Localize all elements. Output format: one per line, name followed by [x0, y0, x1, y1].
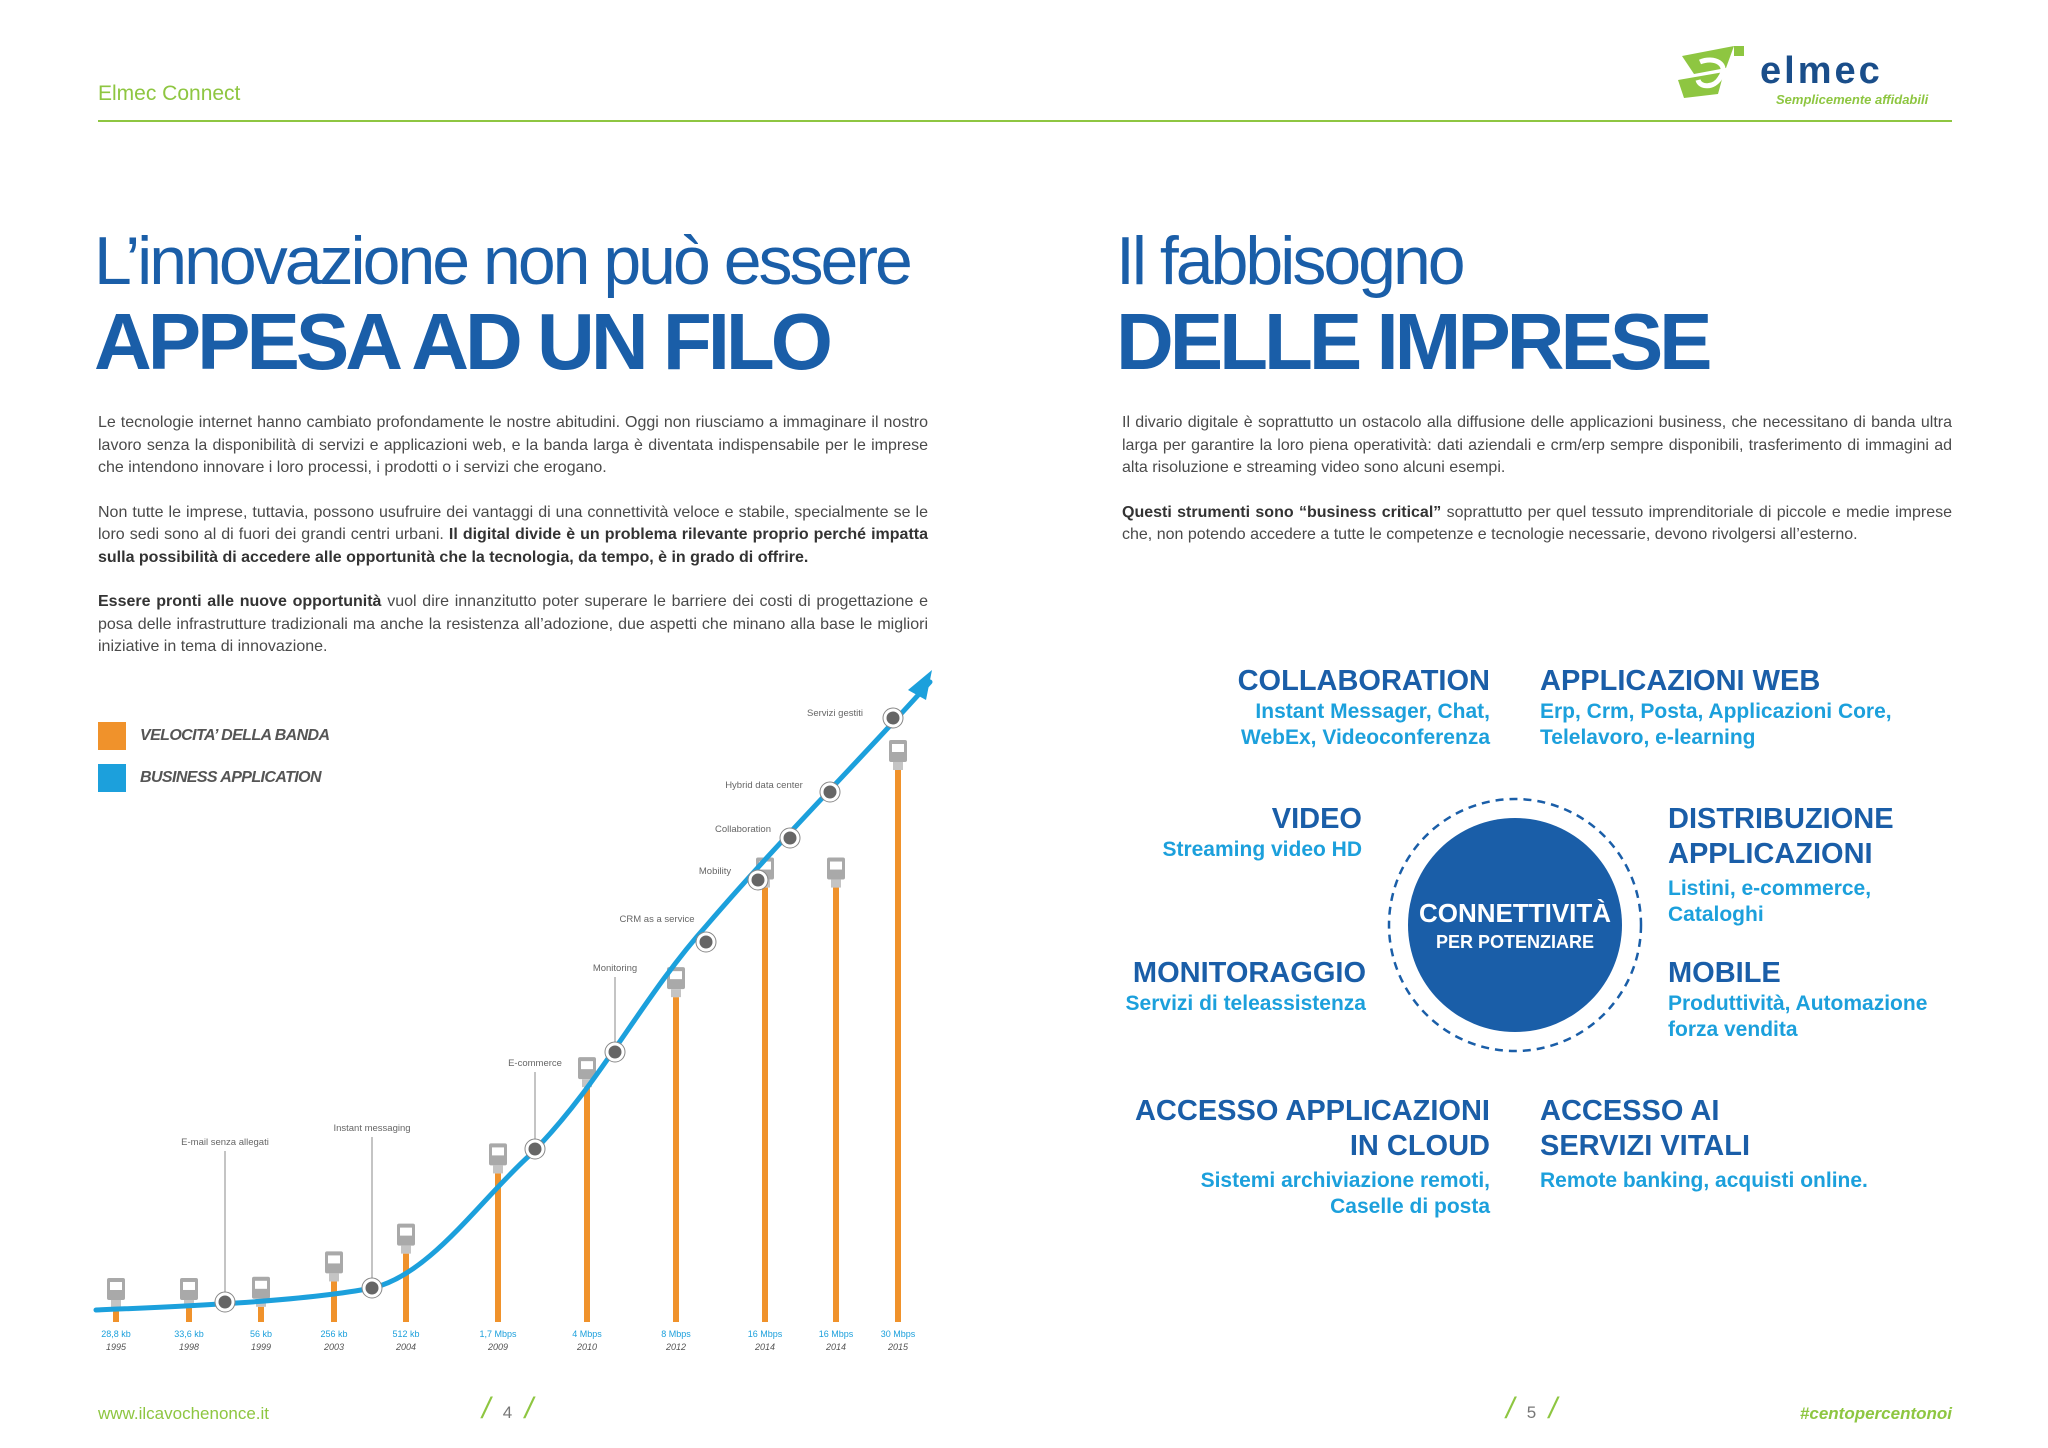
- footer-website-link[interactable]: www.ilcavochenonce.it: [98, 1404, 270, 1423]
- category-title: DISTRIBUZIONE: [1668, 803, 1894, 835]
- category-title: APPLICAZIONI WEB: [1540, 665, 1821, 697]
- category-subtitle: Instant Messager, Chat,: [1255, 700, 1490, 723]
- bandwidth-value-label: 512 kb: [392, 1329, 420, 1339]
- right-title-light: Il fabbisogno: [1116, 223, 1463, 299]
- application-marker: [217, 1294, 233, 1310]
- bandwidth-value-label: 1,7 Mbps: [479, 1329, 517, 1339]
- bandwidth-value-label: 4 Mbps: [572, 1329, 602, 1339]
- year-label: 2014: [825, 1342, 847, 1352]
- connector-icon: [397, 1224, 415, 1254]
- category-title: MONITORAGGIO: [1132, 957, 1366, 989]
- category-title: ACCESSO APPLICAZIONI: [1134, 1095, 1490, 1127]
- application-marker: [364, 1280, 380, 1296]
- bandwidth-bar: [331, 1281, 337, 1322]
- application-marker: [698, 934, 714, 950]
- left-title-light: L’innovazione non può essere: [94, 223, 910, 299]
- category-subtitle: Produttività, Automazione: [1668, 992, 1928, 1015]
- bandwidth-value-label: 16 Mbps: [818, 1329, 854, 1339]
- category-distribution: [1668, 802, 1948, 928]
- bandwidth-value-label: 33,6 kb: [174, 1329, 204, 1339]
- connector-icon: [489, 1143, 507, 1173]
- application-marker: [750, 872, 766, 888]
- left-title-bold: APPESA AD UN FILO: [94, 297, 830, 386]
- elmec-logo-mark: [1674, 38, 1994, 118]
- year-label: 2015: [887, 1342, 909, 1352]
- category-subtitle: Erp, Crm, Posta, Applicazioni Core,: [1540, 700, 1892, 723]
- year-label: 2010: [576, 1342, 598, 1352]
- category-subtitle: Telelavoro, e-learning: [1540, 726, 1756, 749]
- category-title: MOBILE: [1668, 957, 1781, 989]
- category-mobile: [1668, 956, 1968, 1043]
- bandwidth-bar: [584, 1087, 590, 1322]
- year-label: 2009: [487, 1342, 509, 1352]
- category-video: [1100, 802, 1362, 863]
- application-label: CRM as a service: [619, 914, 695, 925]
- bandwidth-value-label: 256 kb: [320, 1329, 348, 1339]
- bandwidth-bar: [495, 1173, 501, 1322]
- application-label: Collaboration: [715, 824, 771, 835]
- connector-icon: [827, 858, 845, 888]
- category-subtitle: WebEx, Videoconferenza: [1241, 726, 1490, 749]
- connector-icon: [325, 1251, 343, 1281]
- category-monitoring: [1100, 956, 1366, 1017]
- application-label: Instant messaging: [333, 1123, 411, 1134]
- category-vital-services: [1540, 1094, 1940, 1194]
- left-paragraph-3: Essere pronti alle nuove opportunità vuol dire innanzitutto poter superare le barriere dei costi di progettazione e posa delle infrastrutture tradizionali ma anche la resistenza all’adozione, due aspetti che minano alla base le migliori iniziative in tema di innovazione.: [98, 593, 928, 655]
- application-marker: [822, 784, 838, 800]
- page-number-right: [1506, 1392, 1557, 1426]
- page-number-left: [482, 1392, 533, 1426]
- bandwidth-value-label: 16 Mbps: [747, 1329, 783, 1339]
- logo-tagline: Semplicemente affidabili: [1776, 92, 1929, 107]
- category-subtitle: Streaming video HD: [1162, 838, 1362, 861]
- application-marker: [527, 1141, 543, 1157]
- left-paragraph-2: Non tutte le imprese, tuttavia, possono usufruire dei vantaggi di una connettività veloce e stabile, specialmente se le loro sedi sono al di fuori dei grandi centri urbani. Il digital divide è un problema rilevante proprio perché impatta sulla possibilità di accedere alle opportunità che la tecnologia, da tempo, è in grado di offrire.: [98, 503, 929, 566]
- bandwidth-chart: [0, 0, 1000, 1448]
- right-paragraph-1: Il divario digitale è soprattutto un ostacolo alla diffusione delle applicazioni business, che necessitano di banda ultra larga per garantire la loro piena operatività: dati aziendali e crm/erp sempre disponibili, trasferimento di immagini ad alta risoluzione e streaming video sono alcuni esempi.: [1122, 414, 1952, 476]
- bandwidth-bar: [403, 1254, 409, 1322]
- page-slash: /: [482, 1392, 491, 1425]
- category-subtitle: Servizi di teleassistenza: [1125, 992, 1366, 1015]
- hub-title: CONNETTIVITÀ: [1418, 898, 1612, 928]
- page-number-text: 5: [1526, 1403, 1537, 1422]
- application-marker: [885, 710, 901, 726]
- year-label: 1995: [105, 1342, 127, 1352]
- brand-label: Elmec Connect: [98, 82, 241, 105]
- bandwidth-value-label: 30 Mbps: [880, 1329, 916, 1339]
- application-label: Hybrid data center: [725, 780, 803, 791]
- business-application-curve: [96, 682, 930, 1310]
- connectivity-hub: [1380, 790, 1650, 1060]
- category-subtitle: Listini, e-commerce,: [1668, 877, 1872, 900]
- bandwidth-bar: [762, 888, 768, 1322]
- year-label: 2004: [395, 1342, 417, 1352]
- category-title: SERVIZI VITALI: [1540, 1130, 1751, 1162]
- footer-hashtag: #centopercentonoi: [1799, 1404, 1952, 1423]
- application-marker: [782, 830, 798, 846]
- category-web-applications: [1540, 664, 1960, 751]
- logo-word: elmec: [1760, 50, 1883, 92]
- connector-icon: [889, 740, 907, 770]
- category-collaboration: [1130, 664, 1490, 751]
- application-label: E-mail senza allegati: [181, 1137, 269, 1148]
- application-label: Servizi gestiti: [807, 708, 863, 719]
- legend-label-bandwidth: VELOCITA’ DELLA BANDA: [140, 727, 330, 744]
- bandwidth-bar: [895, 770, 901, 1322]
- page-slash: /: [524, 1392, 534, 1425]
- category-subtitle: Sistemi archiviazione remoti,: [1200, 1169, 1490, 1192]
- bandwidth-value-label: 28,8 kb: [101, 1329, 131, 1339]
- page-slash: /: [1548, 1392, 1558, 1425]
- category-title: IN CLOUD: [1349, 1130, 1490, 1162]
- category-subtitle: Caselle di posta: [1330, 1195, 1490, 1218]
- year-label: 2014: [754, 1342, 776, 1352]
- bandwidth-bar: [258, 1307, 264, 1322]
- application-label: Mobility: [698, 866, 732, 877]
- application-label: E-commerce: [508, 1058, 562, 1069]
- legend-label-business: BUSINESS APPLICATION: [140, 769, 321, 786]
- category-subtitle: Cataloghi: [1668, 903, 1764, 926]
- right-title-bold: DELLE IMPRESE: [1116, 297, 1709, 386]
- category-title: COLLABORATION: [1237, 665, 1490, 697]
- bandwidth-value-label: 56 kb: [249, 1329, 273, 1339]
- right-body: [1122, 412, 1952, 569]
- bandwidth-value-label: 8 Mbps: [661, 1329, 691, 1339]
- page-number-text: 4: [502, 1403, 513, 1422]
- category-title: APPLICAZIONI: [1668, 838, 1873, 870]
- category-title: ACCESSO AI: [1540, 1095, 1720, 1127]
- connector-icon: [107, 1278, 125, 1308]
- left-paragraph-1: Le tecnologie internet hanno cambiato profondamente le nostre abitudini. Oggi non riusciamo a immaginare il nostro lavoro senza la disponibilità di servizi e applicazioni web, e la banda larga è diventata indispensabile per le imprese che intendono innovare i loro processi, i prodotti o i servizi che erogano.: [98, 414, 928, 476]
- year-label: 2012: [665, 1342, 687, 1352]
- category-cloud-access: [1100, 1094, 1490, 1220]
- hub-subtitle: PER POTENZIARE: [1435, 932, 1595, 952]
- page-slash: /: [1506, 1392, 1515, 1425]
- curve-arrowhead: [908, 670, 932, 700]
- category-subtitle: Remote banking, acquisti online.: [1540, 1169, 1868, 1192]
- year-label: 1998: [178, 1342, 200, 1352]
- bandwidth-bar: [186, 1308, 192, 1322]
- application-marker: [607, 1044, 623, 1060]
- bandwidth-bar: [833, 888, 839, 1322]
- right-paragraph-2: Questi strumenti sono “business critical” soprattutto per quel tessuto imprenditoriale di piccole e medie imprese che, non potendo accedere a tutte le competenze e tecnologie necessarie, devono rivolgersi all’esterno.: [1122, 503, 1952, 543]
- category-subtitle: forza vendita: [1668, 1018, 1798, 1041]
- elmec-logo: [1674, 38, 1994, 118]
- bandwidth-bar: [673, 997, 679, 1322]
- category-title: VIDEO: [1271, 803, 1362, 835]
- year-label: 1999: [250, 1342, 272, 1352]
- year-label: 2003: [323, 1342, 345, 1352]
- application-label: Monitoring: [592, 963, 638, 974]
